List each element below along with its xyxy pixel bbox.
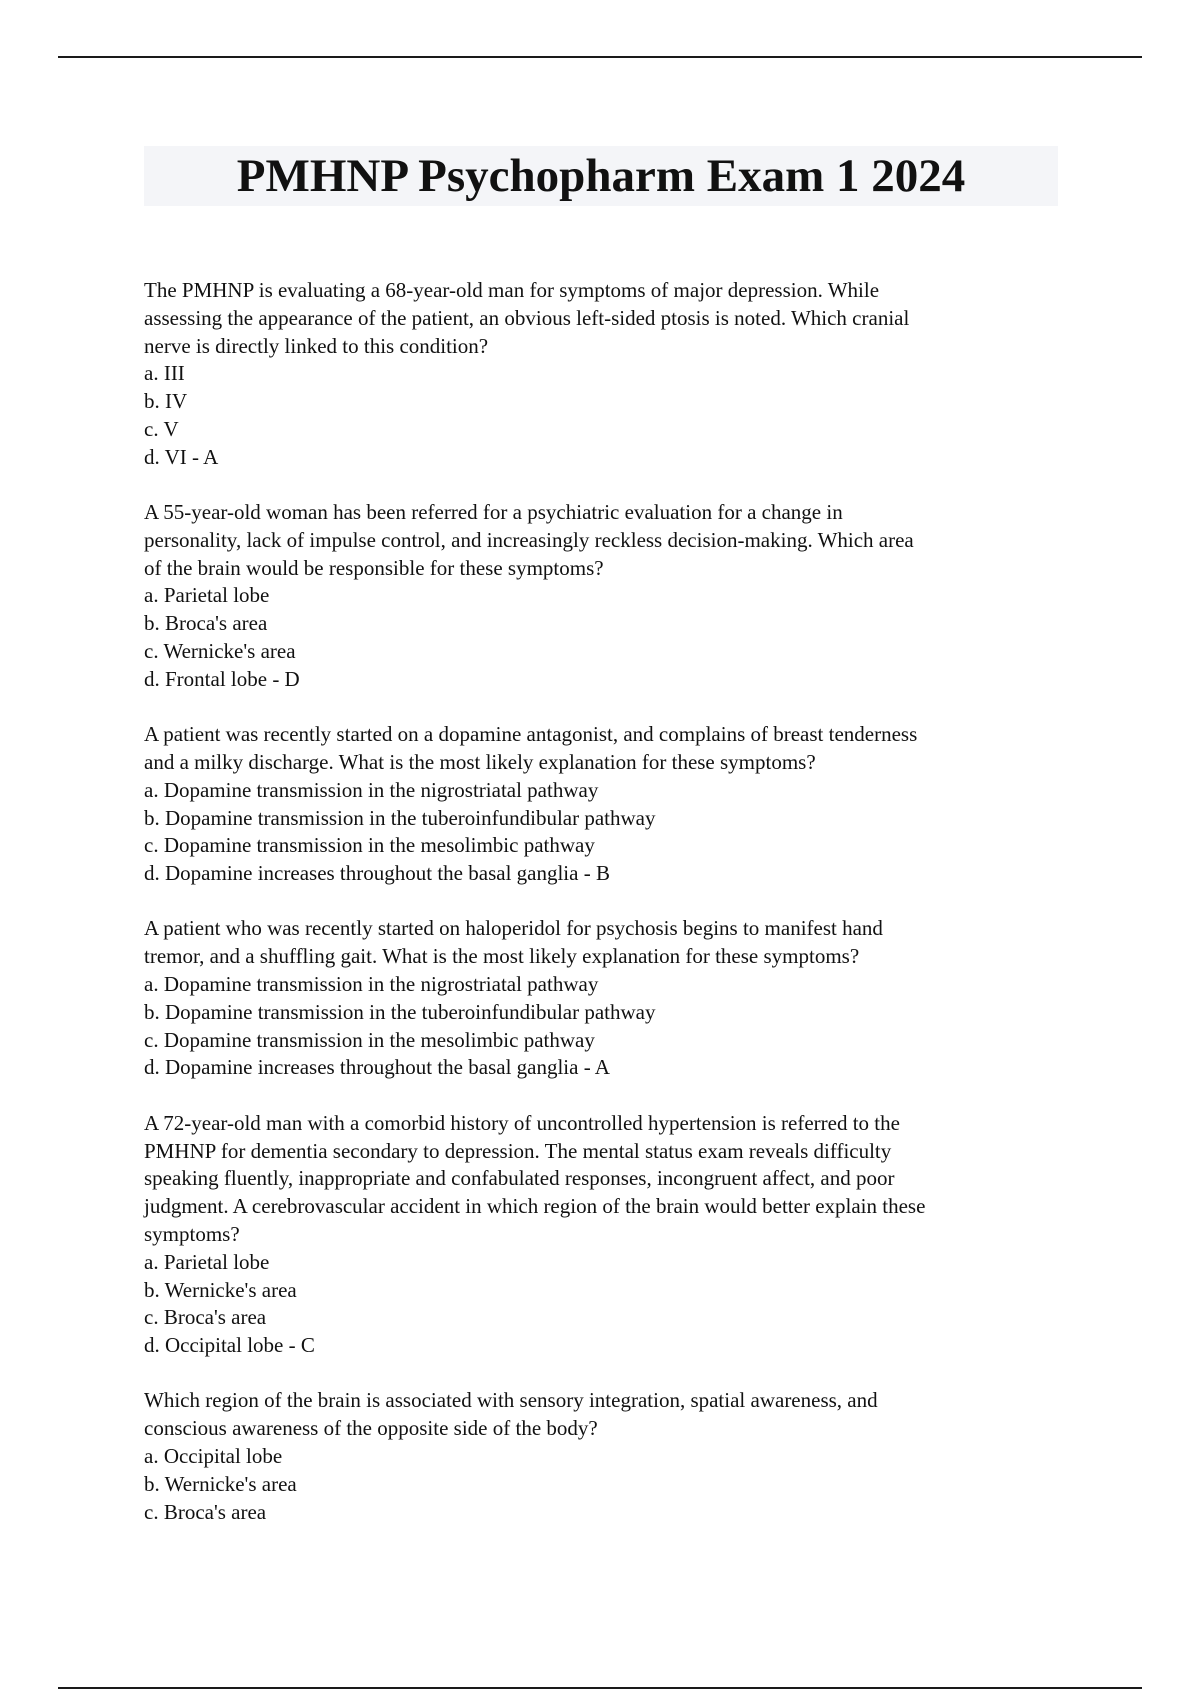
question-2	[144, 499, 1064, 694]
answer-option: d. Dopamine increases throughout the basal ganglia - B	[144, 861, 610, 886]
answer-option: c. Wernicke's area	[144, 639, 296, 664]
bottom-rule	[58, 1687, 1142, 1689]
answer-option: c. Dopamine transmission in the mesolimbic pathway	[144, 1027, 595, 1052]
question-text-line: and a milky discharge. What is the most likely explanation for these symptoms?	[144, 749, 816, 774]
answer-option: a. Parietal lobe	[144, 583, 270, 608]
page-title: PMHNP Psychopharm Exam 1 2024	[236, 150, 966, 202]
answer-option: c. Broca's area	[144, 1305, 267, 1330]
answer-option: a. Occipital lobe	[144, 1443, 283, 1468]
question-text-line: tremor, and a shuffling gait. What is the most likely explanation for these symptoms?	[144, 944, 860, 969]
question-text-line: symptoms?	[144, 1221, 240, 1246]
question-text-line: judgment. A cerebrovascular accident in which region of the brain would better explain these	[144, 1194, 926, 1219]
answer-option: c. Dopamine transmission in the mesolimbic pathway	[144, 833, 595, 858]
answer-option: b. Dopamine transmission in the tuberoinfundibular pathway	[144, 999, 656, 1024]
answer-option: d. VI - A	[144, 444, 219, 469]
question-text-line: assessing the appearance of the patient, an obvious left-sided ptosis is noted. Which cranial	[144, 305, 910, 330]
question-list	[144, 277, 1064, 1554]
question-4	[144, 915, 1064, 1082]
answer-option: b. Dopamine transmission in the tuberoinfundibular pathway	[144, 805, 656, 830]
question-text-line: Which region of the brain is associated with sensory integration, spatial awareness, and	[144, 1388, 878, 1413]
question-text-line: The PMHNP is evaluating a 68-year-old man for symptoms of major depression. While	[144, 278, 880, 302]
question-3	[144, 721, 1064, 888]
question-text-line: A patient was recently started on a dopamine antagonist, and complains of breast tenderness	[144, 722, 918, 747]
answer-option: b. Wernicke's area	[144, 1277, 297, 1302]
question-text-line: PMHNP for dementia secondary to depression. The mental status exam reveals difficulty	[144, 1138, 892, 1163]
question-text-line: A 55-year-old woman has been referred for a psychiatric evaluation for a change in	[144, 500, 843, 525]
question-text-line: conscious awareness of the opposite side of the body?	[144, 1416, 598, 1441]
answer-option: a. Dopamine transmission in the nigrostriatal pathway	[144, 777, 599, 802]
answer-option: b. IV	[144, 389, 188, 414]
question-5	[144, 1110, 1064, 1360]
answer-option: c. Broca's area	[144, 1499, 267, 1524]
question-1	[144, 277, 1064, 472]
question-text-line: A patient who was recently started on haloperidol for psychosis begins to manifest hand	[144, 916, 883, 941]
answer-option: a. III	[144, 361, 185, 386]
question-text-line: nerve is directly linked to this condition?	[144, 333, 489, 358]
question-text-line: personality, lack of impulse control, and increasingly reckless decision-making. Which area	[144, 527, 914, 552]
answer-option: a. Parietal lobe	[144, 1249, 270, 1274]
question-text-line: A 72-year-old man with a comorbid history of uncontrolled hypertension is referred to the	[144, 1110, 900, 1135]
answer-option: d. Occipital lobe - C	[144, 1333, 315, 1358]
question-6	[144, 1387, 1064, 1526]
question-text-line: speaking fluently, inappropriate and confabulated responses, incongruent affect, and poor	[144, 1166, 895, 1191]
answer-option: c. V	[144, 416, 179, 441]
answer-option: d. Dopamine increases throughout the basal ganglia - A	[144, 1055, 610, 1080]
question-text-line: of the brain would be responsible for these symptoms?	[144, 555, 604, 580]
top-rule	[58, 56, 1142, 58]
answer-option: b. Broca's area	[144, 611, 268, 636]
answer-option: a. Dopamine transmission in the nigrostriatal pathway	[144, 972, 599, 997]
answer-option: b. Wernicke's area	[144, 1471, 297, 1496]
answer-option: d. Frontal lobe - D	[144, 666, 300, 691]
